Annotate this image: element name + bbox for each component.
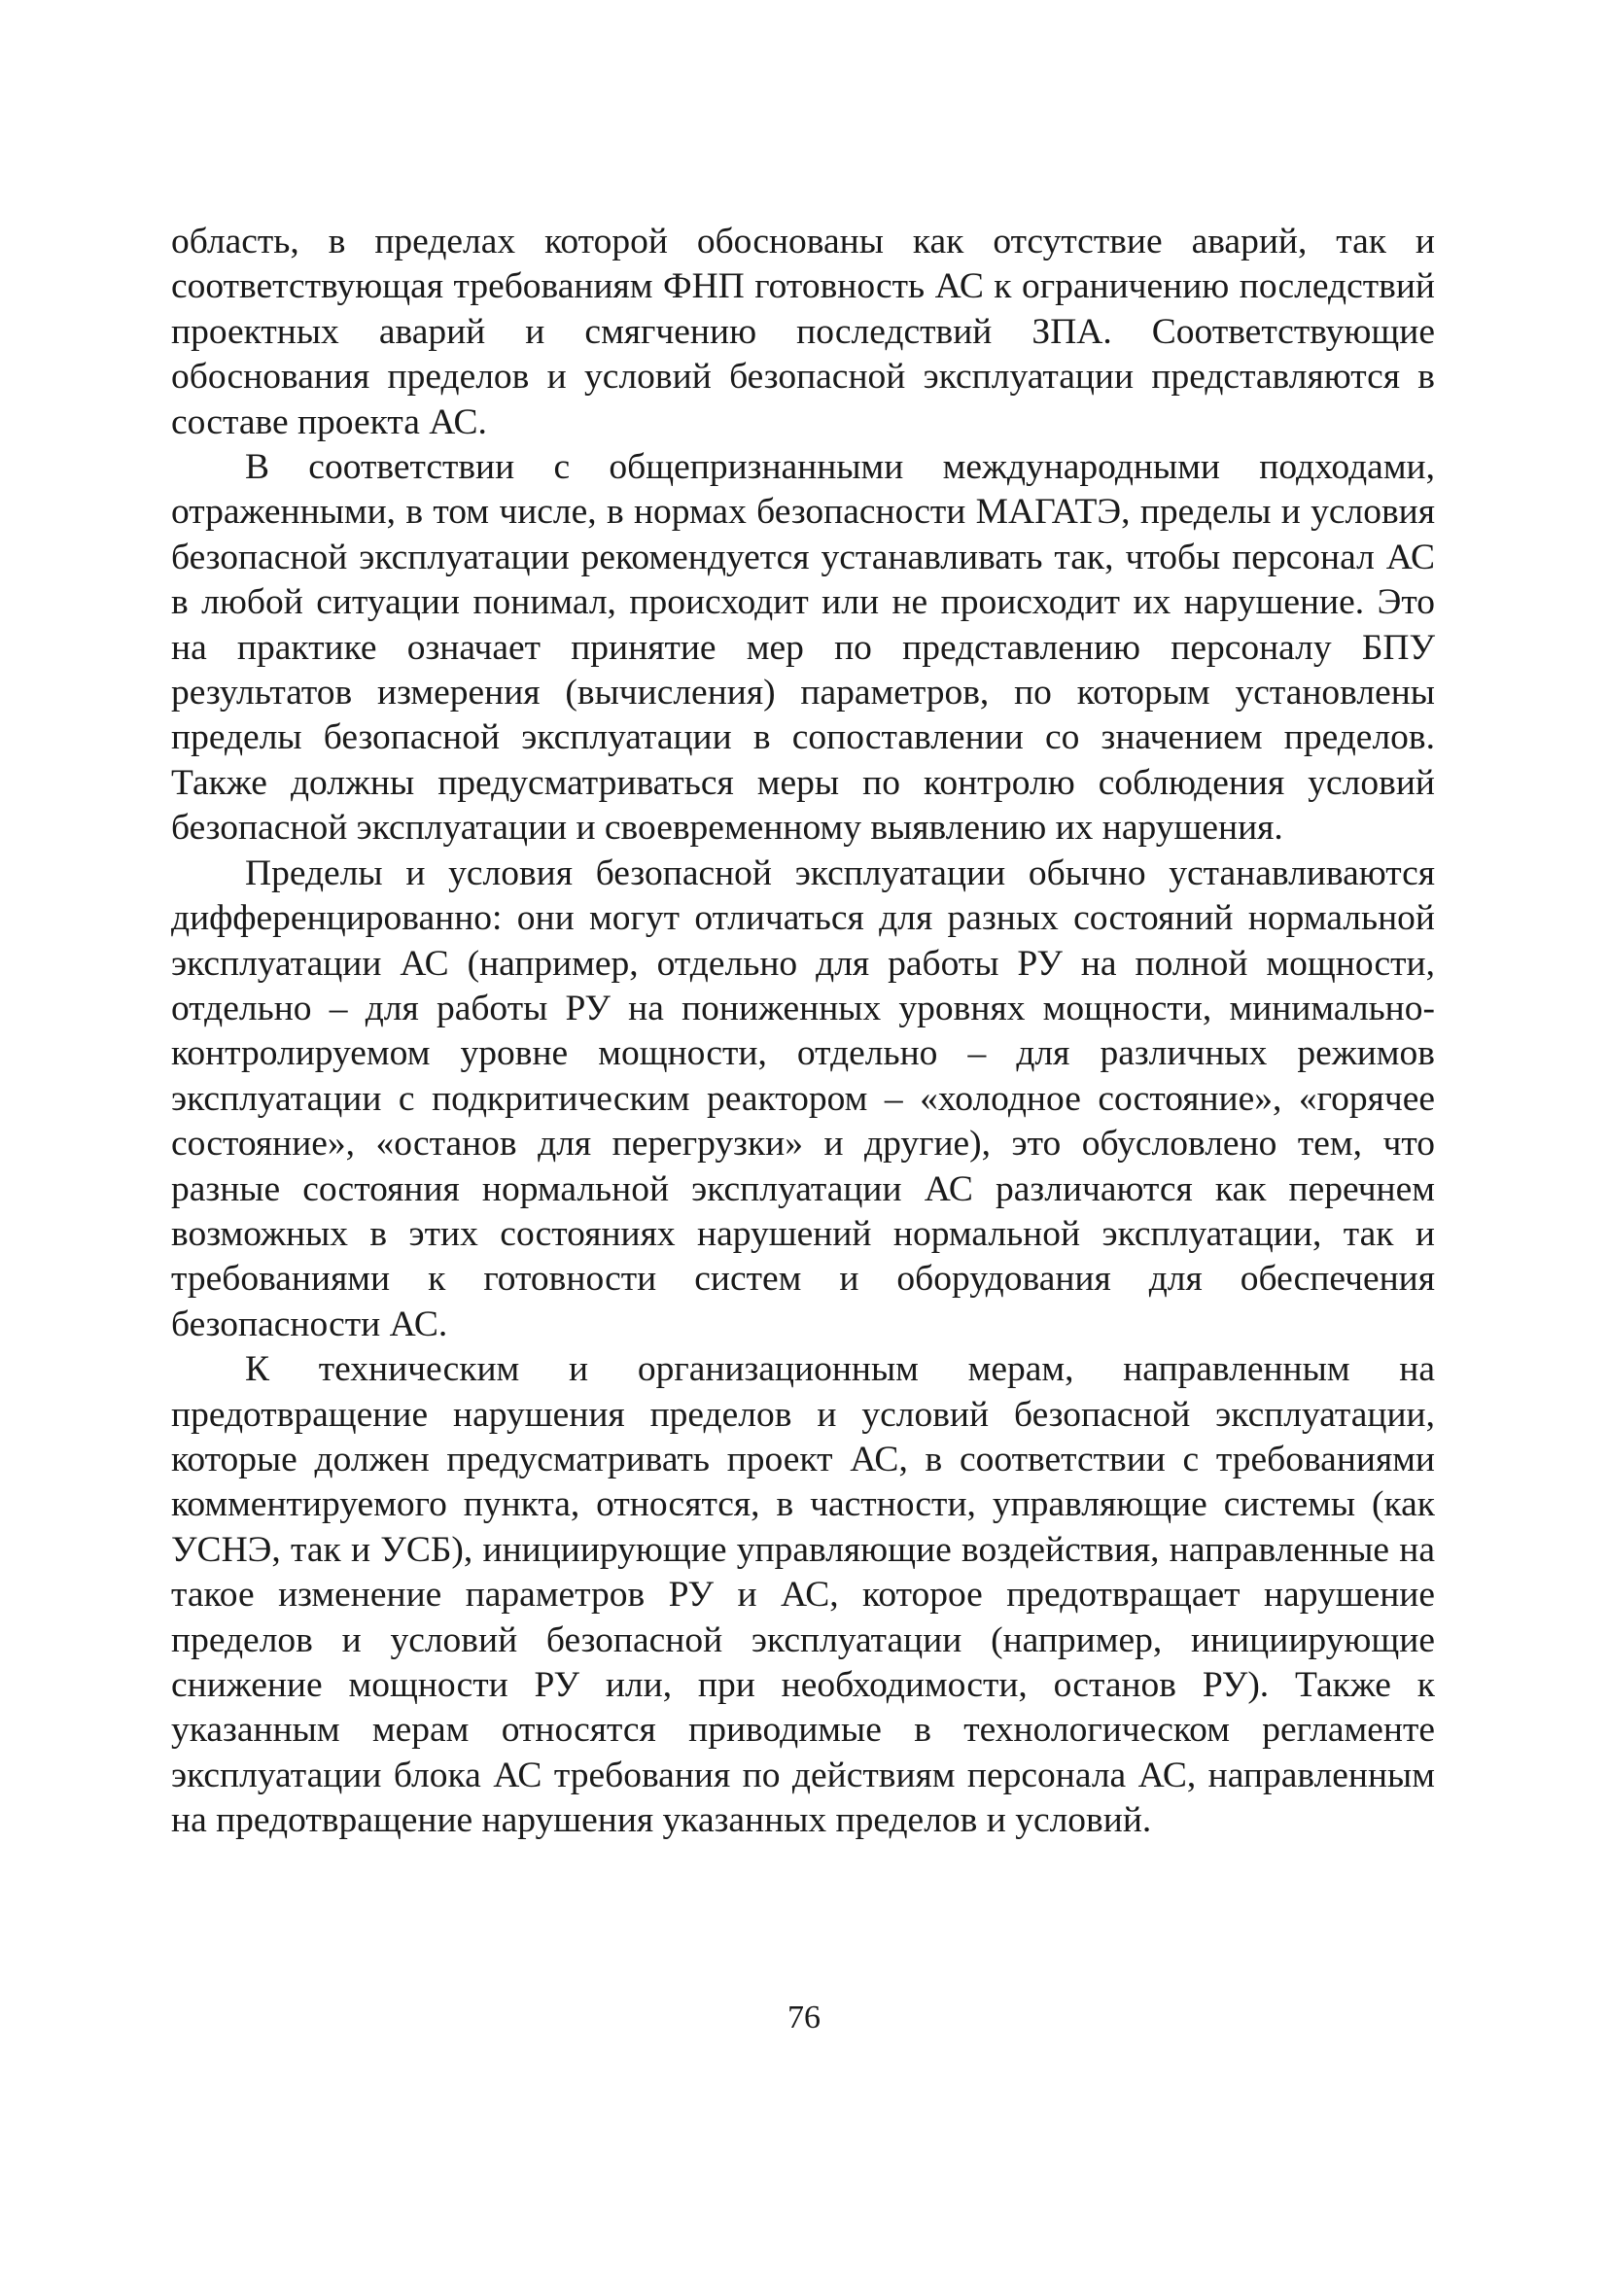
page-number: 76 [787, 2000, 821, 2035]
paragraph-international-approaches: В соответствии с общепризнанными международными подходами, отраженными, в том числе, в нормах безопасности МАГАТЭ, пределы и условия безопасной эксплуатации рекомендуется устанавливать так, чтобы персонал АС в любой ситуации понимал, происходит или не происходит их нарушение. Это на практике означает принятие мер по представлению персоналу БПУ результатов измерения (вычисления) параметров, по которым установлены пределы безопасной эксплуатации в сопоставлении со значением пределов. Также должны предусматриваться меры по контролю соблюдения условий безопасной эксплуатации и своевременному выявлению их нарушения. [171, 447, 1435, 849]
paragraph-continuation: область, в пределах которой обоснованы как отсутствие аварий, так и соответствующая требованиям ФНП готовность АС к ограничению последствий проектных аварий и смягчению последствий ЗПА. Соответствующие обоснования пределов и условий безопасной эксплуатации представляются в составе проекта АС. [171, 222, 1435, 442]
paragraph-differentiated-limits: Пределы и условия безопасной эксплуатации обычно устанавливаются дифференцированно: они могут отличаться для разных состояний нормальной эксплуатации АС (например, отдельно для работы РУ на полной мощности, отдельно – для работы РУ на пониженных уровнях мощности, минимально-контролируемом уровне мощности, отдельно – для различных режимов эксплуатации с подкритическим реактором – «холодное состояние», «горячее состояние», «останов для перегрузки» и другие), это обусловлено тем, что разные состояния нормальной эксплуатации АС различаются как перечнем возможных в этих состояниях нарушений нормальной эксплуатации, так и требованиями к готовности систем и оборудования для обеспечения безопасности АС. [171, 852, 1435, 1344]
body-text [171, 220, 1435, 1844]
paragraph-technical-measures: К техническим и организационным мерам, направленным на предотвращение нарушения пределов и условий безопасной эксплуатации, которые должен предусматривать проект АС, в соответствии с требованиями комментируемого пункта, относятся, в частности, управляющие системы (как УСНЭ, так и УСБ), инициирующие управляющие воздействия, направленные на такое изменение параметров РУ и АС, которое предотвращает нарушение пределов и условий безопасной эксплуатации (например, инициирующие снижение мощности РУ или, при необходимости, останов РУ). Также к указанным мерам относятся приводимые в технологическом регламенте эксплуатации блока АС требования по действиям персонала АС, направленным на предотвращение нарушения указанных пределов и условий. [171, 1349, 1435, 1841]
